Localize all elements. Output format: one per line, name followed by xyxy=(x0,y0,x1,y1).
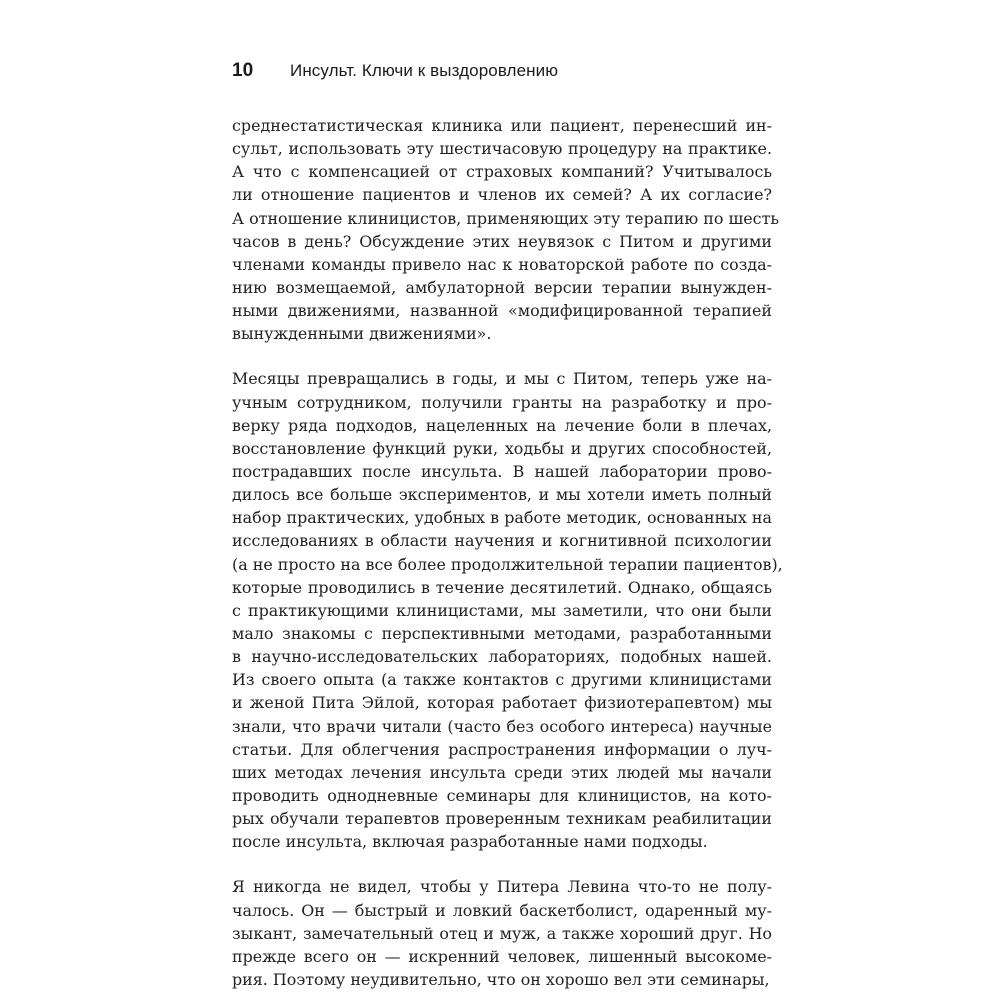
paragraph-1 xyxy=(232,114,780,345)
text-line: восстановление функций руки, ходьбы и других способностей, xyxy=(232,438,772,458)
text-line: членами команды привело нас к новаторской работе по созда- xyxy=(232,254,772,274)
text-line: Я никогда не видел, чтобы у Питера Левина что-то не полу- xyxy=(232,877,772,897)
running-header xyxy=(232,60,772,90)
text-line: ными движениями, названной «модифицированной терапией xyxy=(232,301,772,321)
text-line: и женой Пита Эйлой, которая работает физиотерапевтом) мы xyxy=(232,693,772,713)
page-number: 10 xyxy=(232,60,254,81)
text-line: после инсульта, включая разработанные нами подходы. xyxy=(232,832,708,852)
paragraph-2 xyxy=(232,367,783,853)
text-line: которые проводились в течение десятилетий. Однако, общаясь xyxy=(232,577,772,597)
text-line: исследованиях в области научения и когнитивной психологии xyxy=(232,531,772,551)
text-line: ли отношение пациентов и членов их семей? А их согласие? xyxy=(232,185,772,205)
body-text xyxy=(232,114,783,991)
text-line: Месяцы превращались в годы, и мы с Питом, теперь уже на- xyxy=(232,369,772,389)
text-line: среднестатистическая клиника или пациент, перенесший ин- xyxy=(232,116,772,135)
text-line: пострадавших после инсульта. В нашей лаборатории прово- xyxy=(232,461,772,481)
text-line: знали, что врачи читали (часто без особого интереса) научные xyxy=(232,716,772,736)
book-page xyxy=(232,60,783,991)
text-line: верку ряда подходов, нацеленных на лечение боли в плечах, xyxy=(232,415,772,435)
book-title: Инсульт. Ключи к выздоровлению xyxy=(290,61,559,80)
text-line: сульт, использовать эту шестичасовую процедуру на практике. xyxy=(232,139,772,159)
text-line: с практикующими клиницистами, мы заметили, что они были xyxy=(232,600,772,620)
text-line: рия. Поэтому неудивительно, что он хорошо вел эти семинары, xyxy=(232,969,770,989)
text-line: рых обучали терапевтов проверенным техникам реабилитации xyxy=(232,809,772,829)
text-line: в научно-исследовательских лабораториях, подобных нашей. xyxy=(232,647,772,667)
text-line: зыкант, замечательный отец и муж, а также хороший друг. Но xyxy=(232,923,772,943)
text-line: прежде всего он — искренний человек, лишенный высокоме- xyxy=(232,946,772,966)
text-line: часов в день? Обсуждение этих неувязок с Питом и другими xyxy=(232,231,772,251)
text-line: дилось все больше экспериментов, и мы хотели иметь полный xyxy=(232,485,772,505)
text-line: вынужденными движениями». xyxy=(232,324,492,344)
text-line: мало знакомы с перспективными методами, разработанными xyxy=(232,623,772,643)
text-line: проводить однодневные семинары для клиницистов, на кото- xyxy=(232,785,772,805)
text-line: учным сотрудником, получили гранты на разработку и про- xyxy=(232,392,772,412)
paragraph-3 xyxy=(232,875,772,991)
text-line: ших методах лечения инсульта среди этих людей мы начали xyxy=(232,762,772,782)
text-line: Из своего опыта (а также контактов с другими клиницистами xyxy=(232,670,772,690)
text-line: чалось. Он — быстрый и ловкий баскетболист, одаренный му- xyxy=(232,900,772,920)
text-line: А отношение клиницистов, применяющих эту терапию по шесть xyxy=(232,208,780,228)
text-line: набор практических, удобных в работе методик, основанных на xyxy=(232,508,772,528)
text-line: статьи. Для облегчения распространения информации о луч- xyxy=(232,739,772,759)
text-line: А что с компенсацией от страховых компаний? Учитывалось xyxy=(232,162,772,182)
text-line: нию возмещаемой, амбулаторной версии терапии вынужден- xyxy=(232,277,772,297)
text-line: (а не просто на все более продолжительной терапии пациентов), xyxy=(232,554,783,574)
